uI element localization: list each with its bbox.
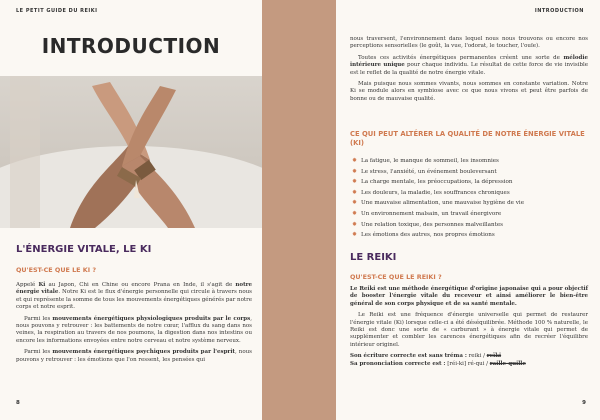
paragraph-variation: Mais puisque nous sommes vivants, nous sommes en constante variation. Notre Ki se module alors en symbiose avec ce que nous vivons et peut être parfois de bonne ou de mauvaise qualité. xyxy=(350,81,588,102)
section-title-reiki: LE REIKI xyxy=(350,252,397,263)
star-bullet-icon: ✸ xyxy=(352,231,358,239)
page-number-right: 9 xyxy=(582,400,586,406)
list-item: ✸ Une relation toxique, des personnes malveillantes xyxy=(352,220,592,231)
alteration-list xyxy=(352,156,592,241)
hands-illustration xyxy=(0,76,262,228)
right-body-reiki xyxy=(350,286,588,368)
page-title: INTRODUCTION xyxy=(41,34,221,58)
running-head-right: INTRODUCTION xyxy=(534,8,584,14)
left-body-text xyxy=(16,282,252,368)
star-bullet-icon: ✸ xyxy=(352,167,358,175)
paragraph-psychic: Parmi les mouvements énergétiques psychiques produits par l'esprit, nous pouvons y retrouver : les émotions que l'on ressent, les pensées qui xyxy=(16,349,252,363)
star-bullet-icon: ✸ xyxy=(352,178,358,186)
right-body-top xyxy=(350,36,588,107)
star-bullet-icon: ✸ xyxy=(352,199,358,207)
spelling-line: Son écriture correcte est sans tréma : reiki / reïki xyxy=(350,353,502,360)
praying-hands-photo xyxy=(0,76,262,228)
paragraph-melody: Toutes ces activités énergétiques permanentes créent une sorte de mélodie intérieure unique pour chaque individu. Le résultat de cette force de vie invisible est le reflet de la qualité de notre énergie vitale. xyxy=(350,54,588,76)
star-bullet-icon: ✸ xyxy=(352,188,358,196)
paragraph-reiki-definition: Le Reiki est une méthode énergétique d'origine japonaise qui a pour objectif de booster l'énergie vitale du receveur et ainsi améliorer le bien-être général de son corps physique et de sa santé mentale. xyxy=(350,286,588,307)
right-page xyxy=(336,0,600,420)
list-item: ✸ Un environnement malsain, un travail énergivore xyxy=(352,209,592,220)
left-page xyxy=(0,0,262,420)
list-item: ✸ Les émotions des autres, nos propres émotions xyxy=(352,230,592,241)
paragraph-ki-definition: Appelé Ki au Japon, Chi en Chine ou encore Prana en Inde, il s'agit de notre énergie vitale. Notre Ki est le flux d'énergie personnelle qui circule à travers nous et qui représente la somme de tous les mouvements énergétiques générés par notre corps et notre esprit. xyxy=(16,282,253,311)
star-bullet-icon: ✸ xyxy=(352,157,358,164)
paragraph-reiki-frequency: Le Reiki est une fréquence d'énergie universelle qui permet de restaurer l'énergie vitale (Ki) lorsque celle-ci a été déséquilibrée. Méthode 100 % naturelle, le Reiki est donc une sorte de « carburant » à énergie vitale qui permet de supplémenter et combler les carences énergétiques afin de recréer l'équilibre intérieur originel. xyxy=(350,312,588,348)
paragraph-continuation: nous traversent, l'environnement dans lequel nous nous trouvons ou encore nos perceptions sensorielles (le goût, la vue, l'odorat, le toucher, l'ouïe). xyxy=(350,36,588,50)
section-title-ki: L'ÉNERGIE VITALE, LE KI xyxy=(16,244,152,255)
spelling-notes xyxy=(350,353,588,368)
running-head-left: LE PETIT GUIDE DU REIKI xyxy=(16,8,98,14)
star-bullet-icon: ✸ xyxy=(352,220,358,228)
star-bullet-icon: ✸ xyxy=(352,209,358,217)
page-number-left: 8 xyxy=(16,400,20,406)
subsection-title-alteration: CE QUI PEUT ALTÉRER LA QUALITÉ DE NOTRE ÉNERGIE VITALE (KI) xyxy=(350,130,585,147)
subsection-title-ki: QU'EST-CE QUE LE KI ? xyxy=(16,266,97,274)
paragraph-physiological: Parmi les mouvements énergétiques physiologiques produits par le corps, nous pouvons y retrouver : les battements de notre cœur, l'afflux du sang dans nos veines, la respiration au travers de nos poumons, la digestion dans nos intestins ou encore les informations envoyées entre notre cerveau et notre système nerveux. xyxy=(16,315,252,344)
list-item: ✸ Une mauvaise alimentation, une mauvaise hygiène de vie xyxy=(352,198,592,209)
list-item: ✸ Les douleurs, la maladie, les souffrances chroniques xyxy=(352,188,592,199)
pronunciation-line: Sa prononciation correcte est : [réi-ki] ré-qui / raille-quille xyxy=(350,360,526,367)
list-item: ✸ La charge mentale, les préoccupations, la dépression xyxy=(352,177,592,188)
subsection-title-reiki: QU'EST-CE QUE LE REIKI ? xyxy=(350,273,442,281)
list-item: ✸ La fatigue, le manque de sommeil, les insomnies xyxy=(352,156,592,167)
list-item: ✸ Le stress, l'anxiété, un événement bouleversant xyxy=(352,167,592,178)
